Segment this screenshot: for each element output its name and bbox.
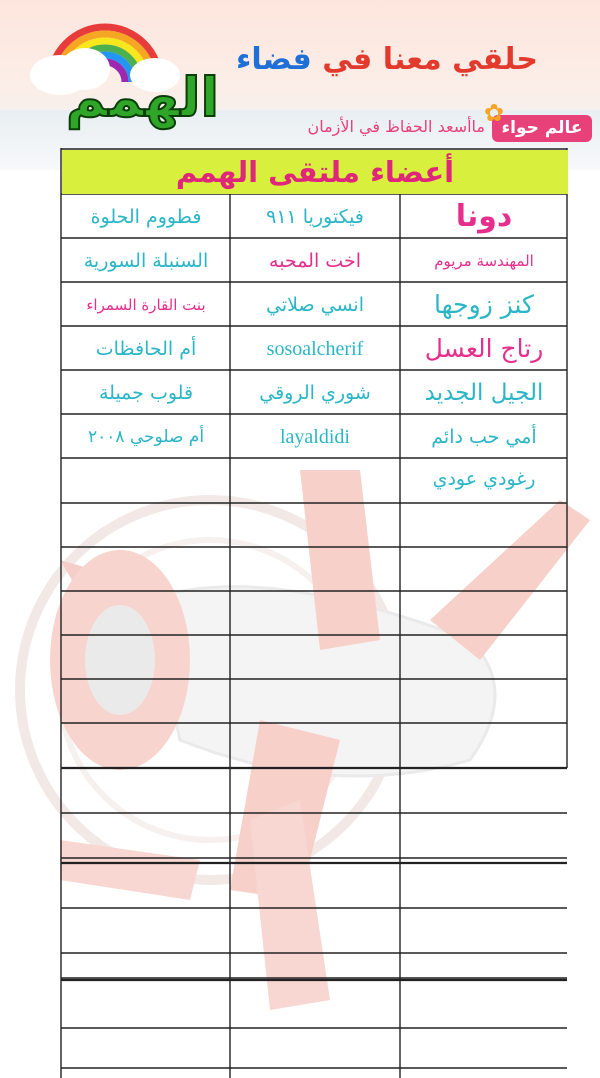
table-cell: أمي حب دائم <box>431 426 537 448</box>
table-cell: الجيل الجديد <box>424 380 544 406</box>
table-cell: قلوب جميلة <box>98 382 194 404</box>
table-cell: أم صلوحي ٢٠٠٨ <box>87 427 205 447</box>
table-cell: فيكتوريا ٩١١ <box>266 206 364 228</box>
table-cell: المهندسة مريوم <box>434 252 534 270</box>
table-cell: layaldidi <box>280 426 350 448</box>
table-cell: أم الحافظات <box>95 338 197 360</box>
tag-badge: عالم حواء <box>492 115 592 142</box>
title-part1: حلقي معنا في <box>322 42 538 77</box>
slogan-text: ماأسعد الحفاظ في الأزمان <box>307 117 485 136</box>
table-heading: أعضاء ملتقى الهمم <box>62 150 568 194</box>
table-cell: شوري الروقي <box>259 382 371 404</box>
header-title <box>236 42 538 77</box>
table-cell: بنت القارة السمراء <box>86 296 206 314</box>
table-cell: sosoalcherif <box>266 338 364 360</box>
table-cell: السنبلة السورية <box>83 250 209 272</box>
table-cell: انسي صلاتي <box>266 294 364 316</box>
flower-icon: ✿ <box>483 99 504 127</box>
title-part2: فضاء <box>236 42 312 77</box>
table-cell: رغودي عودي <box>432 468 536 490</box>
table-cell: فطووم الحلوة <box>90 206 202 228</box>
table-cell: اخت المحبه <box>269 250 361 272</box>
table-cell: دونا <box>455 199 513 234</box>
table-cell: رتاج العسل <box>424 334 544 363</box>
table-cell: كنز زوجها <box>434 290 534 319</box>
title-main: الهمم <box>66 66 219 129</box>
